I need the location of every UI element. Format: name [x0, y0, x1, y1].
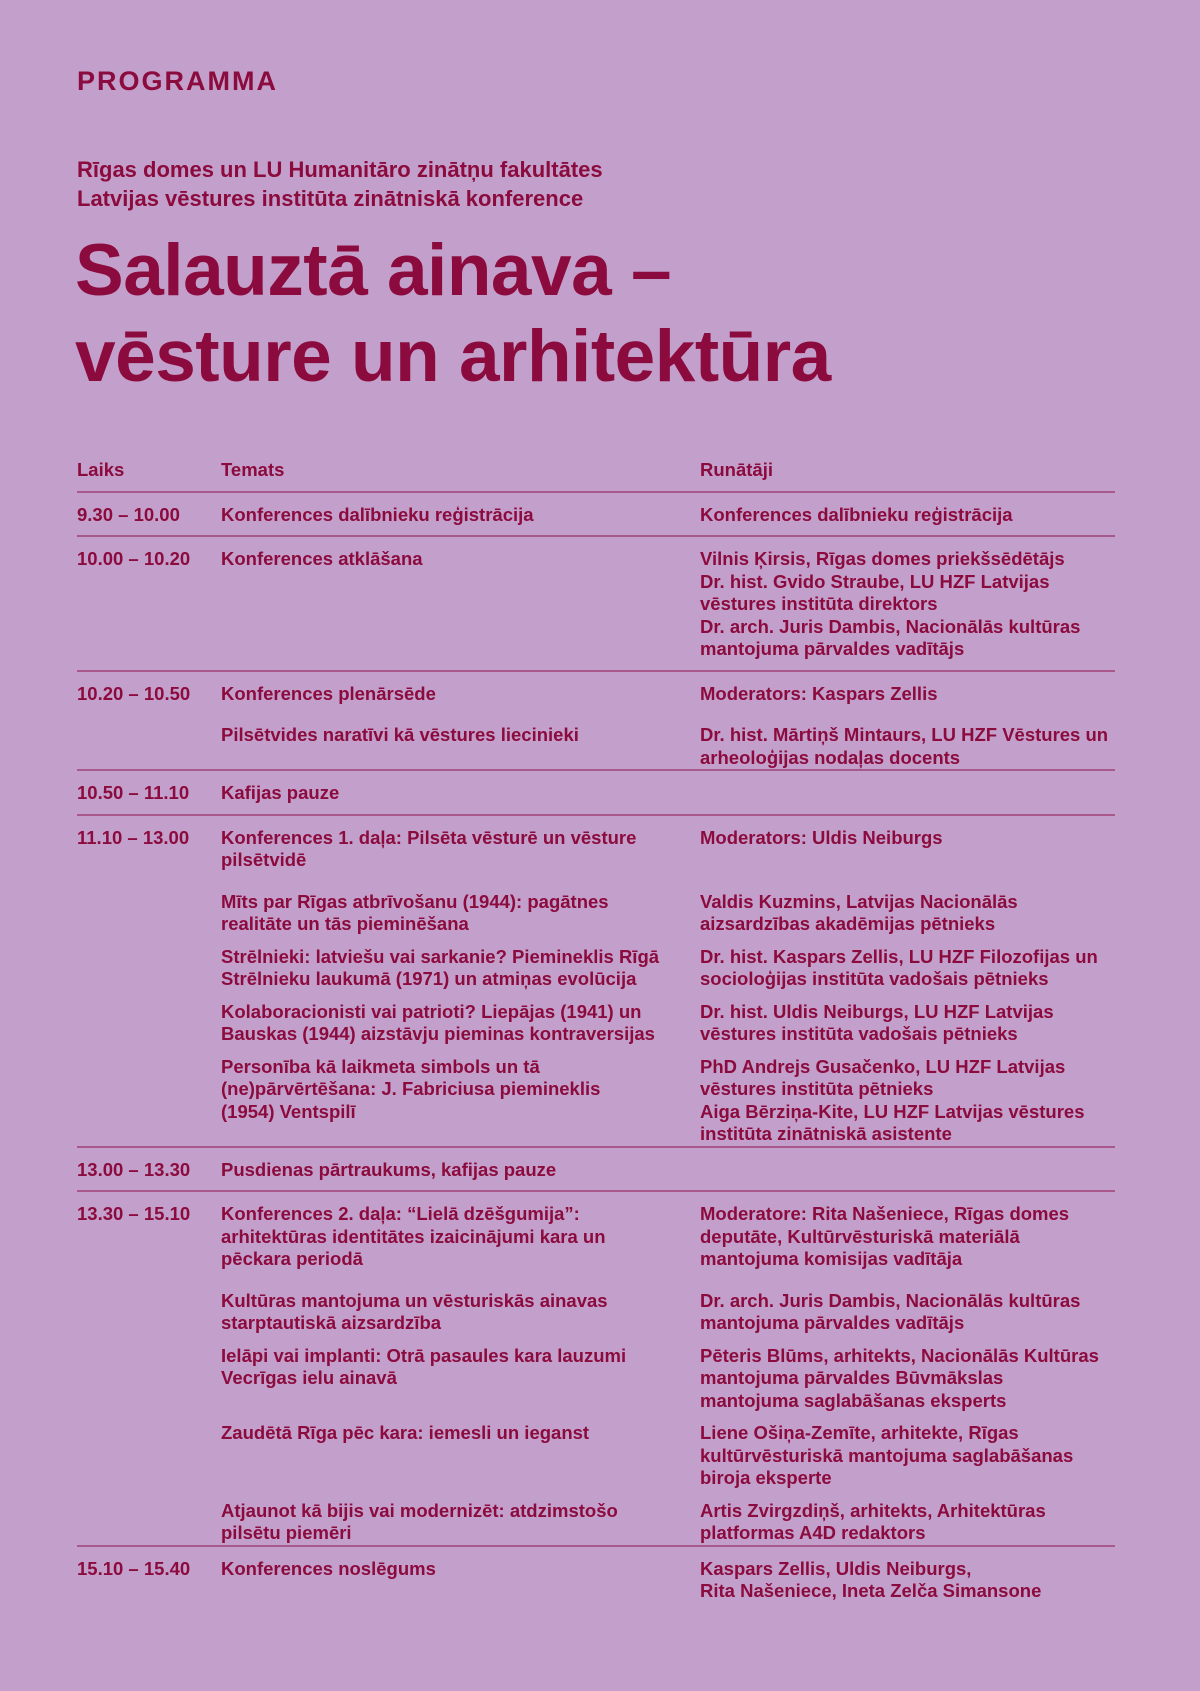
speaker-line: Konferences dalībnieku reģistrācija — [700, 503, 1013, 525]
speaker-line: aizsardzības akadēmijas pētnieks — [700, 913, 996, 934]
topic-line: Pusdienas pārtraukums, kafijas pauze — [221, 1158, 557, 1180]
topic-line: pilsētu piemēri — [221, 1522, 352, 1543]
speaker-line: mantojuma pārvaldes vadītājs — [700, 1312, 965, 1333]
topic-line: Konferences dalībnieku reģistrācija — [221, 503, 534, 525]
time-cell — [77, 1001, 221, 1046]
topic-line: arhitektūras identitātes izaicinājumi kara un — [221, 1225, 606, 1247]
subtitle-line: Rīgas domes un LU Humanitāro zinātņu fakultātes — [77, 157, 603, 182]
speakers-cell — [700, 1500, 1115, 1545]
speaker-line: socioloģijas institūta vadošais pētnieks — [700, 968, 1049, 989]
topic-line: Vecrīgas ielu ainavā — [221, 1367, 397, 1388]
time-cell: 9.30 – 10.00 — [77, 503, 180, 525]
speaker-line: Moderators: Kaspars Zellis — [700, 682, 938, 704]
speaker-line: Moderators: Uldis Neiburgs — [700, 826, 943, 848]
speaker-line: Dr. arch. Juris Dambis, Nacionālās kultūras — [700, 615, 1081, 637]
speaker-line: institūta zinātniskā asistente — [700, 1123, 952, 1144]
speaker-line: mantojuma saglabāšanas eksperts — [700, 1389, 1007, 1411]
topic-line: (ne)pārvērtēšana: J. Fabriciusa piemineklis — [221, 1078, 601, 1099]
speakers-cell — [700, 1001, 1115, 1046]
topic-line: Ielāpi vai implanti: Otrā pasaules kara lauzumi — [221, 1344, 627, 1366]
topic-line: starptautiskā aizsardzība — [221, 1312, 442, 1333]
topic-cell — [221, 891, 700, 936]
schedule-row — [77, 814, 1115, 881]
speaker-line: arheoloģijas nodaļas docents — [700, 746, 961, 768]
time-cell — [77, 1056, 221, 1146]
topic-cell — [221, 827, 700, 872]
speaker-line: Liene Ošiņa-Zemīte, arhitekte, Rīgas — [700, 1422, 1019, 1443]
schedule-row — [77, 491, 1115, 536]
schedule-subrow — [77, 714, 1115, 769]
speaker-line: Dr. arch. Juris Dambis, Nacionālās kultūras — [700, 1289, 1081, 1311]
speaker-line: Artis Zvirgzdiņš, arhitekts, Arhitektūras — [700, 1499, 1046, 1521]
speaker-line: mantojuma pārvaldes vadītājs — [700, 638, 965, 659]
program-label: PROGRAMMA — [77, 66, 278, 96]
topic-cell — [221, 683, 700, 706]
speakers-cell — [700, 504, 1115, 527]
time-cell — [77, 724, 221, 769]
time-cell: 15.10 – 15.40 — [77, 1557, 191, 1579]
title-line: Salauztā ainava – — [75, 230, 672, 311]
speaker-line: vēstures institūta vadošais pētnieks — [700, 1023, 1018, 1044]
topic-line: pēckara periodā — [221, 1248, 363, 1269]
topic-line: Konferences 1. daļa: Pilsēta vēsturē un vēsture — [221, 826, 637, 848]
time-cell: 11.10 – 13.00 — [77, 826, 190, 848]
topic-cell — [221, 946, 700, 991]
speakers-cell — [700, 1345, 1115, 1413]
speaker-line: vēstures institūta direktors — [700, 593, 938, 614]
topic-line: Zaudētā Rīga pēc kara: iemesli un ieganst — [221, 1422, 590, 1443]
speaker-line: Aiga Bērziņa-Kite, LU HZF Latvijas vēstures — [700, 1100, 1085, 1122]
topic-cell — [221, 1290, 700, 1335]
time-cell — [77, 1422, 221, 1490]
topic-line: Konferences 2. daļa: “Lielā dzēšgumija”: — [221, 1203, 580, 1224]
topic-line: Konferences noslēgums — [221, 1557, 436, 1579]
topic-line: Kultūras mantojuma un vēsturiskās ainavas — [221, 1289, 608, 1311]
schedule-subrow — [77, 1046, 1115, 1146]
conference-title — [75, 228, 831, 400]
time-cell: 10.00 – 10.20 — [77, 548, 191, 569]
subtitle-line: Latvijas vēstures institūta zinātniskā konference — [77, 186, 584, 211]
schedule-subrow — [77, 1412, 1115, 1490]
time-cell: 10.20 – 10.50 — [77, 682, 191, 704]
time-cell — [77, 1345, 221, 1413]
speakers-cell — [700, 1290, 1115, 1335]
topic-line: Mīts par Rīgas atbrīvošanu (1944): pagātnes — [221, 890, 609, 912]
topic-cell — [221, 1500, 700, 1545]
time-cell: 13.30 – 15.10 — [77, 1203, 191, 1224]
speaker-line: mantojuma pārvaldes Būvmākslas — [700, 1367, 1004, 1388]
speaker-line: Kaspars Zellis, Uldis Neiburgs, — [700, 1557, 972, 1579]
speakers-cell — [700, 724, 1115, 769]
speaker-line: Dr. hist. Kaspars Zellis, LU HZF Filozofijas un — [700, 945, 1098, 967]
schedule-row — [77, 1545, 1115, 1612]
topic-line: Strēlnieku laukumā (1971) un atmiņas evolūcija — [221, 968, 637, 989]
schedule-subrow — [77, 991, 1115, 1046]
topic-cell — [221, 782, 700, 805]
speakers-cell — [700, 946, 1115, 991]
speaker-line: PhD Andrejs Gusačenko, LU HZF Latvijas — [700, 1055, 1066, 1077]
topic-cell — [221, 1159, 700, 1182]
time-cell: 10.50 – 11.10 — [77, 782, 190, 803]
schedule-table — [77, 448, 1115, 1612]
schedule-row — [77, 670, 1115, 715]
time-cell — [77, 891, 221, 936]
speakers-cell — [700, 891, 1115, 936]
title-line: vēsture un arhitektūra — [75, 316, 831, 397]
speaker-line: vēstures institūta pētnieks — [700, 1078, 934, 1099]
topic-cell — [221, 1203, 700, 1271]
topic-cell — [221, 1422, 700, 1490]
schedule-row — [77, 535, 1115, 670]
topic-line: pilsētvidē — [221, 849, 307, 870]
topic-line: Strēlnieki: latviešu vai sarkanie? Piemineklis Rīgā — [221, 945, 660, 967]
speakers-cell — [700, 827, 1115, 872]
topic-line: Kafijas pauze — [221, 782, 340, 803]
schedule-subrow — [77, 1335, 1115, 1413]
topic-line: Atjaunot kā bijis vai modernizēt: atdzimstošo — [221, 1499, 618, 1521]
topic-line: Konferences plenārsēde — [221, 682, 436, 704]
topic-cell — [221, 1056, 700, 1146]
speaker-line: kultūrvēsturiskā mantojuma saglabāšanas — [700, 1444, 1074, 1466]
topic-cell — [221, 724, 700, 769]
header-time: Laiks — [77, 459, 125, 480]
topic-line: Bauskas (1944) aizstāvju pieminas kontraversijas — [221, 1023, 655, 1044]
speakers-cell — [700, 1422, 1115, 1490]
speaker-line: deputāte, Kultūrvēsturiskā materiālā — [700, 1225, 1020, 1247]
header-topic: Temats — [221, 459, 285, 480]
speaker-line: Dr. hist. Mārtiņš Mintaurs, LU HZF Vēstures un — [700, 724, 1109, 745]
speaker-line: Valdis Kuzmins, Latvijas Nacionālās — [700, 890, 1018, 912]
speakers-cell — [700, 1558, 1115, 1603]
header-speakers: Runātāji — [700, 459, 773, 480]
schedule-row — [77, 1146, 1115, 1191]
speaker-line: Dr. hist. Uldis Neiburgs, LU HZF Latvijas — [700, 1000, 1054, 1022]
time-cell — [77, 946, 221, 991]
topic-cell — [221, 1001, 700, 1046]
speaker-line: Vilnis Ķirsis, Rīgas domes priekšsēdētājs — [700, 548, 1065, 569]
speaker-line: Moderatore: Rita Našeniece, Rīgas domes — [700, 1203, 1070, 1224]
schedule-header — [77, 448, 1115, 491]
topic-line: Pilsētvides naratīvi kā vēstures liecinieki — [221, 724, 579, 745]
schedule-row — [77, 769, 1115, 814]
topic-line: (1954) Ventspilī — [221, 1100, 356, 1122]
time-cell — [77, 1290, 221, 1335]
speakers-cell — [700, 782, 1115, 805]
speakers-cell — [700, 683, 1115, 706]
speaker-line: mantojuma komisijas vadītāja — [700, 1248, 963, 1269]
speakers-cell — [700, 1056, 1115, 1146]
topic-cell — [221, 1558, 700, 1603]
speaker-line: platformas A4D redaktors — [700, 1522, 926, 1543]
speaker-line: biroja eksperte — [700, 1467, 832, 1488]
topic-line: realitāte un tās pieminēšana — [221, 913, 469, 934]
topic-cell — [221, 504, 700, 527]
time-cell: 13.00 – 13.30 — [77, 1158, 191, 1180]
speaker-line: Rita Našeniece, Ineta Zelča Simansone — [700, 1580, 1042, 1601]
time-cell — [77, 1500, 221, 1545]
topic-line: Personība kā laikmeta simbols un tā — [221, 1055, 540, 1077]
schedule-subrow — [77, 881, 1115, 936]
speaker-line: Pēteris Blūms, arhitekts, Nacionālās Kultūras — [700, 1344, 1099, 1366]
speaker-line: Dr. hist. Gvido Straube, LU HZF Latvijas — [700, 570, 1050, 592]
schedule-subrow — [77, 1490, 1115, 1545]
schedule-row — [77, 1190, 1115, 1280]
topic-cell — [221, 548, 700, 661]
topic-cell — [221, 1345, 700, 1413]
topic-line: Konferences atklāšana — [221, 548, 423, 569]
speakers-cell — [700, 548, 1115, 661]
topic-line: Kolaboracionisti vai patrioti? Liepājas (1941) un — [221, 1000, 642, 1022]
schedule-subrow — [77, 936, 1115, 991]
speakers-cell — [700, 1203, 1115, 1271]
speakers-cell — [700, 1159, 1115, 1182]
schedule-subrow — [77, 1280, 1115, 1335]
conference-subtitle — [77, 155, 603, 213]
